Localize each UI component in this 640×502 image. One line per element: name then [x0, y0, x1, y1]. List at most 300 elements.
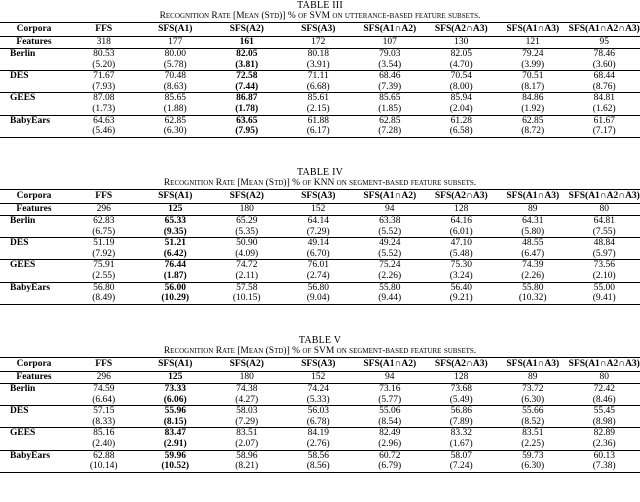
mean-row [0, 406, 640, 417]
feature-count: 128 [426, 371, 498, 384]
std-row [0, 417, 640, 428]
std-value: (8.00) [426, 82, 498, 93]
std-value: (3.99) [497, 60, 569, 71]
mean-value: 72.42 [593, 384, 615, 394]
corpora-header: Corpora [0, 190, 68, 204]
mean-value: 51.19 [93, 238, 115, 249]
std-row [0, 60, 640, 71]
std-value: (10.14) [68, 461, 140, 472]
mean-value: 68.46 [379, 71, 401, 82]
feature-count: 128 [426, 203, 498, 216]
table-caption: Recognition Rate [Mean (Std)] % of KNN on segment-based feature subsets. [163, 178, 477, 188]
std-value: (5.52) [354, 249, 426, 260]
header-row [0, 23, 640, 37]
feature-count: 95 [569, 36, 640, 49]
mean-row [0, 71, 640, 82]
std-value: (1.92) [497, 104, 569, 115]
feature-count: 94 [354, 203, 426, 216]
column-header: SFS(A3) [283, 358, 355, 372]
std-value: (1.62) [569, 104, 640, 115]
mean-value: 82.49 [379, 428, 401, 439]
feature-count: 125 [140, 371, 212, 384]
header-row [0, 358, 640, 372]
mean-value: 55.45 [593, 406, 615, 417]
table-title: TABLE III [297, 0, 343, 11]
mean-value: 56.80 [93, 282, 115, 293]
feature-count: 130 [426, 36, 498, 49]
std-value: (2.74) [283, 271, 355, 282]
mean-value: 83.51 [522, 428, 544, 439]
mean-value: 48.84 [593, 238, 615, 249]
column-header: SFS(A1) [140, 23, 212, 37]
mean-value: 47.10 [450, 238, 472, 249]
feature-count: 89 [497, 203, 569, 216]
mean-value: 64.16 [450, 216, 472, 226]
mean-value: 56.86 [450, 406, 472, 417]
features-label: Features [0, 371, 68, 384]
std-value: (10.15) [211, 293, 283, 304]
corpus-label: Berlin [10, 49, 36, 59]
corpus-label: Berlin [10, 216, 36, 226]
mean-value: 73.16 [379, 384, 401, 394]
table-title: TABLE IV [296, 167, 344, 178]
column-header: SFS(A2∩A3) [426, 190, 498, 204]
feature-count: 80 [569, 371, 640, 384]
mean-row [0, 115, 640, 126]
mean-row [0, 282, 640, 293]
std-value: (2.40) [68, 439, 140, 450]
std-row [0, 293, 640, 304]
std-value: (7.39) [354, 82, 426, 93]
column-header: FFS [68, 190, 140, 204]
mean-value: 64.63 [93, 115, 115, 126]
mean-value: 55.96 [164, 406, 186, 417]
mean-row [0, 260, 640, 271]
mean-value: 73.68 [450, 384, 472, 394]
mean-row [0, 49, 640, 60]
std-value: (1.78) [211, 104, 283, 115]
mean-value: 61.88 [307, 115, 329, 126]
std-value: (5.46) [68, 126, 140, 137]
mean-value: 63.38 [379, 216, 401, 226]
std-value: (6.75) [68, 227, 140, 238]
std-value: (6.42) [140, 249, 212, 260]
column-header: FFS [68, 358, 140, 372]
mean-value: 62.85 [164, 115, 186, 126]
std-value: (8.17) [497, 82, 569, 93]
std-value: (6.30) [497, 395, 569, 406]
std-value: (6.47) [497, 249, 569, 260]
table-iii-block [0, 0, 640, 138]
corpus-label: Berlin [10, 384, 36, 394]
corpus-spacer [0, 227, 68, 238]
std-value: (5.48) [426, 249, 498, 260]
feature-count: 80 [569, 203, 640, 216]
results-table [0, 357, 640, 473]
mean-value: 75.30 [450, 260, 472, 271]
mean-row [0, 216, 640, 227]
features-row [0, 371, 640, 384]
mean-value: 85.16 [93, 428, 115, 439]
std-value: (6.70) [283, 249, 355, 260]
mean-value: 48.55 [522, 238, 544, 249]
corpus-spacer [0, 271, 68, 282]
mean-value: 58.56 [307, 450, 329, 461]
mean-value: 62.85 [522, 115, 544, 126]
mean-value: 83.47 [164, 428, 186, 439]
feature-count: 152 [283, 203, 355, 216]
mean-value: 80.53 [93, 49, 115, 59]
std-value: (8.15) [140, 417, 212, 428]
std-value: (8.76) [569, 82, 640, 93]
mean-value: 73.33 [164, 384, 186, 394]
corpus-spacer [0, 249, 68, 260]
std-value: (2.91) [140, 439, 212, 450]
std-value: (2.07) [211, 439, 283, 450]
column-header: SFS(A3) [283, 190, 355, 204]
std-value: (8.21) [211, 461, 283, 472]
corpus-label: GEES [10, 260, 36, 271]
std-value: (5.80) [497, 227, 569, 238]
std-value: (3.91) [283, 60, 355, 71]
mean-value: 61.67 [593, 115, 615, 126]
std-value: (8.56) [283, 461, 355, 472]
mean-value: 82.05 [450, 49, 472, 59]
corpora-header: Corpora [0, 23, 68, 37]
mean-value: 61.28 [450, 115, 472, 126]
std-value: (7.93) [68, 82, 140, 93]
std-value: (5.33) [283, 395, 355, 406]
std-value: (1.85) [354, 104, 426, 115]
std-value: (2.76) [283, 439, 355, 450]
mean-value: 86.87 [236, 93, 258, 104]
std-value: (8.54) [354, 417, 426, 428]
std-value: (7.38) [569, 461, 640, 472]
mean-value: 83.32 [450, 428, 472, 439]
feature-count: 121 [497, 36, 569, 49]
features-row [0, 36, 640, 49]
mean-value: 58.96 [236, 450, 258, 461]
std-value: (9.44) [354, 293, 426, 304]
std-value: (7.24) [426, 461, 498, 472]
mean-value: 55.00 [593, 282, 615, 293]
std-value: (6.30) [497, 461, 569, 472]
std-row [0, 82, 640, 93]
std-value: (5.20) [68, 60, 140, 71]
mean-value: 64.14 [307, 216, 329, 226]
std-value: (6.68) [283, 82, 355, 93]
mean-value: 62.88 [93, 450, 115, 461]
mean-value: 70.48 [164, 71, 186, 82]
mean-value: 65.29 [236, 216, 258, 226]
std-value: (10.32) [497, 293, 569, 304]
mean-row [0, 428, 640, 439]
table-title: TABLE V [298, 335, 342, 346]
std-value: (6.58) [426, 126, 498, 137]
mean-value: 80.18 [307, 49, 329, 59]
corpus-label: GEES [10, 93, 36, 104]
column-header: SFS(A3) [283, 23, 355, 37]
feature-count: 125 [140, 203, 212, 216]
corpus-label: GEES [10, 428, 36, 439]
std-value: (5.52) [354, 227, 426, 238]
mean-row [0, 238, 640, 249]
feature-count: 180 [211, 371, 283, 384]
std-value: (7.55) [569, 227, 640, 238]
column-header: FFS [68, 23, 140, 37]
mean-value: 57.15 [93, 406, 115, 417]
mean-value: 87.08 [93, 93, 115, 104]
mean-value: 74.38 [236, 384, 258, 394]
corpora-header: Corpora [0, 358, 68, 372]
feature-count: 180 [211, 203, 283, 216]
column-header: SFS(A1∩A2) [354, 190, 426, 204]
std-value: (4.70) [426, 60, 498, 71]
column-header: SFS(A1∩A2∩A3) [568, 24, 640, 34]
std-row [0, 126, 640, 137]
corpus-label: DES [10, 406, 29, 417]
mean-value: 58.07 [450, 450, 472, 461]
std-value: (2.55) [68, 271, 140, 282]
std-value: (1.87) [140, 271, 212, 282]
mean-value: 57.58 [236, 282, 258, 293]
std-value: (6.01) [426, 227, 498, 238]
feature-count: 296 [68, 203, 140, 216]
mean-value: 56.80 [307, 282, 329, 293]
std-value: (9.41) [569, 293, 640, 304]
mean-value: 74.72 [236, 260, 258, 271]
corpus-label: BabyEars [10, 115, 51, 126]
std-row [0, 227, 640, 238]
column-header: SFS(A2) [211, 358, 283, 372]
std-value: (7.89) [426, 417, 498, 428]
mean-value: 85.65 [164, 93, 186, 104]
mean-value: 82.05 [236, 49, 258, 59]
mean-value: 79.03 [379, 49, 401, 59]
mean-value: 85.94 [450, 93, 472, 104]
std-value: (1.88) [140, 104, 212, 115]
mean-value: 85.65 [379, 93, 401, 104]
mean-value: 79.24 [522, 49, 544, 59]
std-value: (6.06) [140, 395, 212, 406]
mean-value: 73.72 [522, 384, 544, 394]
mean-value: 76.01 [307, 260, 329, 271]
mean-value: 64.81 [593, 216, 615, 226]
mean-value: 62.83 [93, 216, 115, 226]
corpus-spacer [0, 439, 68, 450]
std-value: (7.95) [211, 126, 283, 137]
mean-value: 73.56 [593, 260, 615, 271]
mean-value: 68.44 [593, 71, 615, 82]
mean-value: 70.54 [450, 71, 472, 82]
feature-count: 161 [211, 36, 283, 49]
std-value: (7.29) [211, 417, 283, 428]
corpus-spacer [0, 126, 68, 137]
std-value: (9.04) [283, 293, 355, 304]
feature-count: 318 [68, 36, 140, 49]
feature-count: 177 [140, 36, 212, 49]
corpus-spacer [0, 60, 68, 71]
corpus-spacer [0, 104, 68, 115]
std-row [0, 104, 640, 115]
table-v-block [0, 335, 640, 473]
mean-value: 76.44 [164, 260, 186, 271]
column-header: SFS(A1∩A3) [497, 358, 569, 372]
mean-value: 55.66 [522, 406, 544, 417]
column-header: SFS(A2) [211, 190, 283, 204]
std-value: (5.78) [140, 60, 212, 71]
mean-value: 62.85 [379, 115, 401, 126]
mean-value: 56.03 [307, 406, 329, 417]
mean-value: 49.24 [379, 238, 401, 249]
std-value: (2.15) [283, 104, 355, 115]
std-row [0, 271, 640, 282]
std-row [0, 461, 640, 472]
std-value: (5.97) [569, 249, 640, 260]
std-value: (8.33) [68, 417, 140, 428]
mean-row [0, 384, 640, 395]
std-value: (8.46) [569, 395, 640, 406]
mean-value: 80.00 [164, 49, 186, 59]
results-table [0, 22, 640, 138]
std-value: (2.04) [426, 104, 498, 115]
std-value: (10.29) [140, 293, 212, 304]
std-value: (7.28) [354, 126, 426, 137]
feature-count: 152 [283, 371, 355, 384]
std-value: (7.92) [68, 249, 140, 260]
mean-value: 58.03 [236, 406, 258, 417]
mean-row [0, 450, 640, 461]
mean-value: 75.91 [93, 260, 115, 271]
corpus-spacer [0, 417, 68, 428]
feature-count: 172 [283, 36, 355, 49]
mean-value: 74.39 [522, 260, 544, 271]
mean-value: 65.33 [164, 216, 186, 226]
std-value: (9.21) [426, 293, 498, 304]
mean-value: 56.40 [450, 282, 472, 293]
std-value: (1.67) [426, 439, 498, 450]
results-table [0, 189, 640, 305]
column-header: SFS(A1∩A3) [497, 23, 569, 37]
std-row [0, 395, 640, 406]
mean-value: 50.90 [236, 238, 258, 249]
std-value: (5.49) [426, 395, 498, 406]
std-value: (2.10) [569, 271, 640, 282]
features-row [0, 203, 640, 216]
std-value: (1.73) [68, 104, 140, 115]
mean-row [0, 93, 640, 104]
column-header: SFS(A1) [140, 190, 212, 204]
mean-value: 59.73 [522, 450, 544, 461]
mean-value: 84.86 [522, 93, 544, 104]
std-value: (8.98) [569, 417, 640, 428]
std-value: (2.25) [497, 439, 569, 450]
std-value: (3.54) [354, 60, 426, 71]
mean-value: 84.81 [593, 93, 615, 104]
feature-count: 89 [497, 371, 569, 384]
mean-value: 71.67 [93, 71, 115, 82]
std-value: (6.78) [283, 417, 355, 428]
std-value: (5.35) [211, 227, 283, 238]
mean-value: 74.59 [93, 384, 115, 394]
corpus-spacer [0, 82, 68, 93]
mean-value: 71.11 [307, 71, 329, 82]
mean-value: 82.89 [593, 428, 615, 439]
mean-value: 60.72 [379, 450, 401, 461]
corpus-spacer [0, 395, 68, 406]
mean-value: 84.19 [307, 428, 329, 439]
std-value: (2.11) [211, 271, 283, 282]
std-value: (8.72) [497, 126, 569, 137]
std-value: (3.81) [211, 60, 283, 71]
corpus-label: DES [10, 71, 29, 82]
mean-value: 55.80 [522, 282, 544, 293]
mean-value: 75.24 [379, 260, 401, 271]
corpus-spacer [0, 461, 68, 472]
std-value: (3.24) [426, 271, 498, 282]
corpus-label: BabyEars [10, 282, 51, 293]
table-caption: Recognition Rate [Mean (Std)] % of SVM on segment-based feature subsets. [163, 346, 477, 356]
corpus-label: DES [10, 238, 29, 249]
feature-count: 296 [68, 371, 140, 384]
std-value: (8.49) [68, 293, 140, 304]
features-label: Features [0, 203, 68, 216]
mean-value: 56.00 [164, 282, 186, 293]
mean-value: 74.24 [307, 384, 329, 394]
column-header: SFS(A1∩A3) [497, 190, 569, 204]
std-value: (2.26) [497, 271, 569, 282]
mean-value: 60.13 [593, 450, 615, 461]
column-header: SFS(A2∩A3) [426, 358, 498, 372]
mean-value: 85.61 [307, 93, 329, 104]
mean-value: 72.58 [236, 71, 258, 82]
mean-value: 49.14 [307, 238, 329, 249]
std-row [0, 439, 640, 450]
mean-value: 51.21 [164, 238, 186, 249]
std-value: (2.36) [569, 439, 640, 450]
column-header: SFS(A1∩A2) [354, 358, 426, 372]
std-value: (7.17) [569, 126, 640, 137]
mean-value: 55.80 [379, 282, 401, 293]
std-value: (4.09) [211, 249, 283, 260]
mean-value: 63.65 [236, 115, 258, 126]
column-header: SFS(A1∩A2) [354, 23, 426, 37]
corpus-spacer [0, 293, 68, 304]
features-label: Features [0, 36, 68, 49]
std-value: (5.77) [354, 395, 426, 406]
mean-value: 78.46 [593, 49, 615, 59]
std-value: (6.64) [68, 395, 140, 406]
header-row [0, 190, 640, 204]
std-value: (2.26) [354, 271, 426, 282]
std-value: (2.96) [354, 439, 426, 450]
std-value: (4.27) [211, 395, 283, 406]
std-value: (7.44) [211, 82, 283, 93]
feature-count: 94 [354, 371, 426, 384]
table-iv-block [0, 167, 640, 305]
column-header: SFS(A2) [211, 23, 283, 37]
std-value: (10.52) [140, 461, 212, 472]
column-header: SFS(A1) [140, 358, 212, 372]
column-header: SFS(A2∩A3) [426, 23, 498, 37]
table-caption: Recognition Rate [Mean (Std)] % of SVM on utterance-based feature subsets. [159, 11, 481, 21]
column-header: SFS(A1∩A2∩A3) [568, 359, 640, 369]
std-value: (8.63) [140, 82, 212, 93]
std-value: (6.17) [283, 126, 355, 137]
column-header: SFS(A1∩A2∩A3) [568, 191, 640, 201]
std-value: (9.35) [140, 227, 212, 238]
mean-value: 59.96 [164, 450, 186, 461]
